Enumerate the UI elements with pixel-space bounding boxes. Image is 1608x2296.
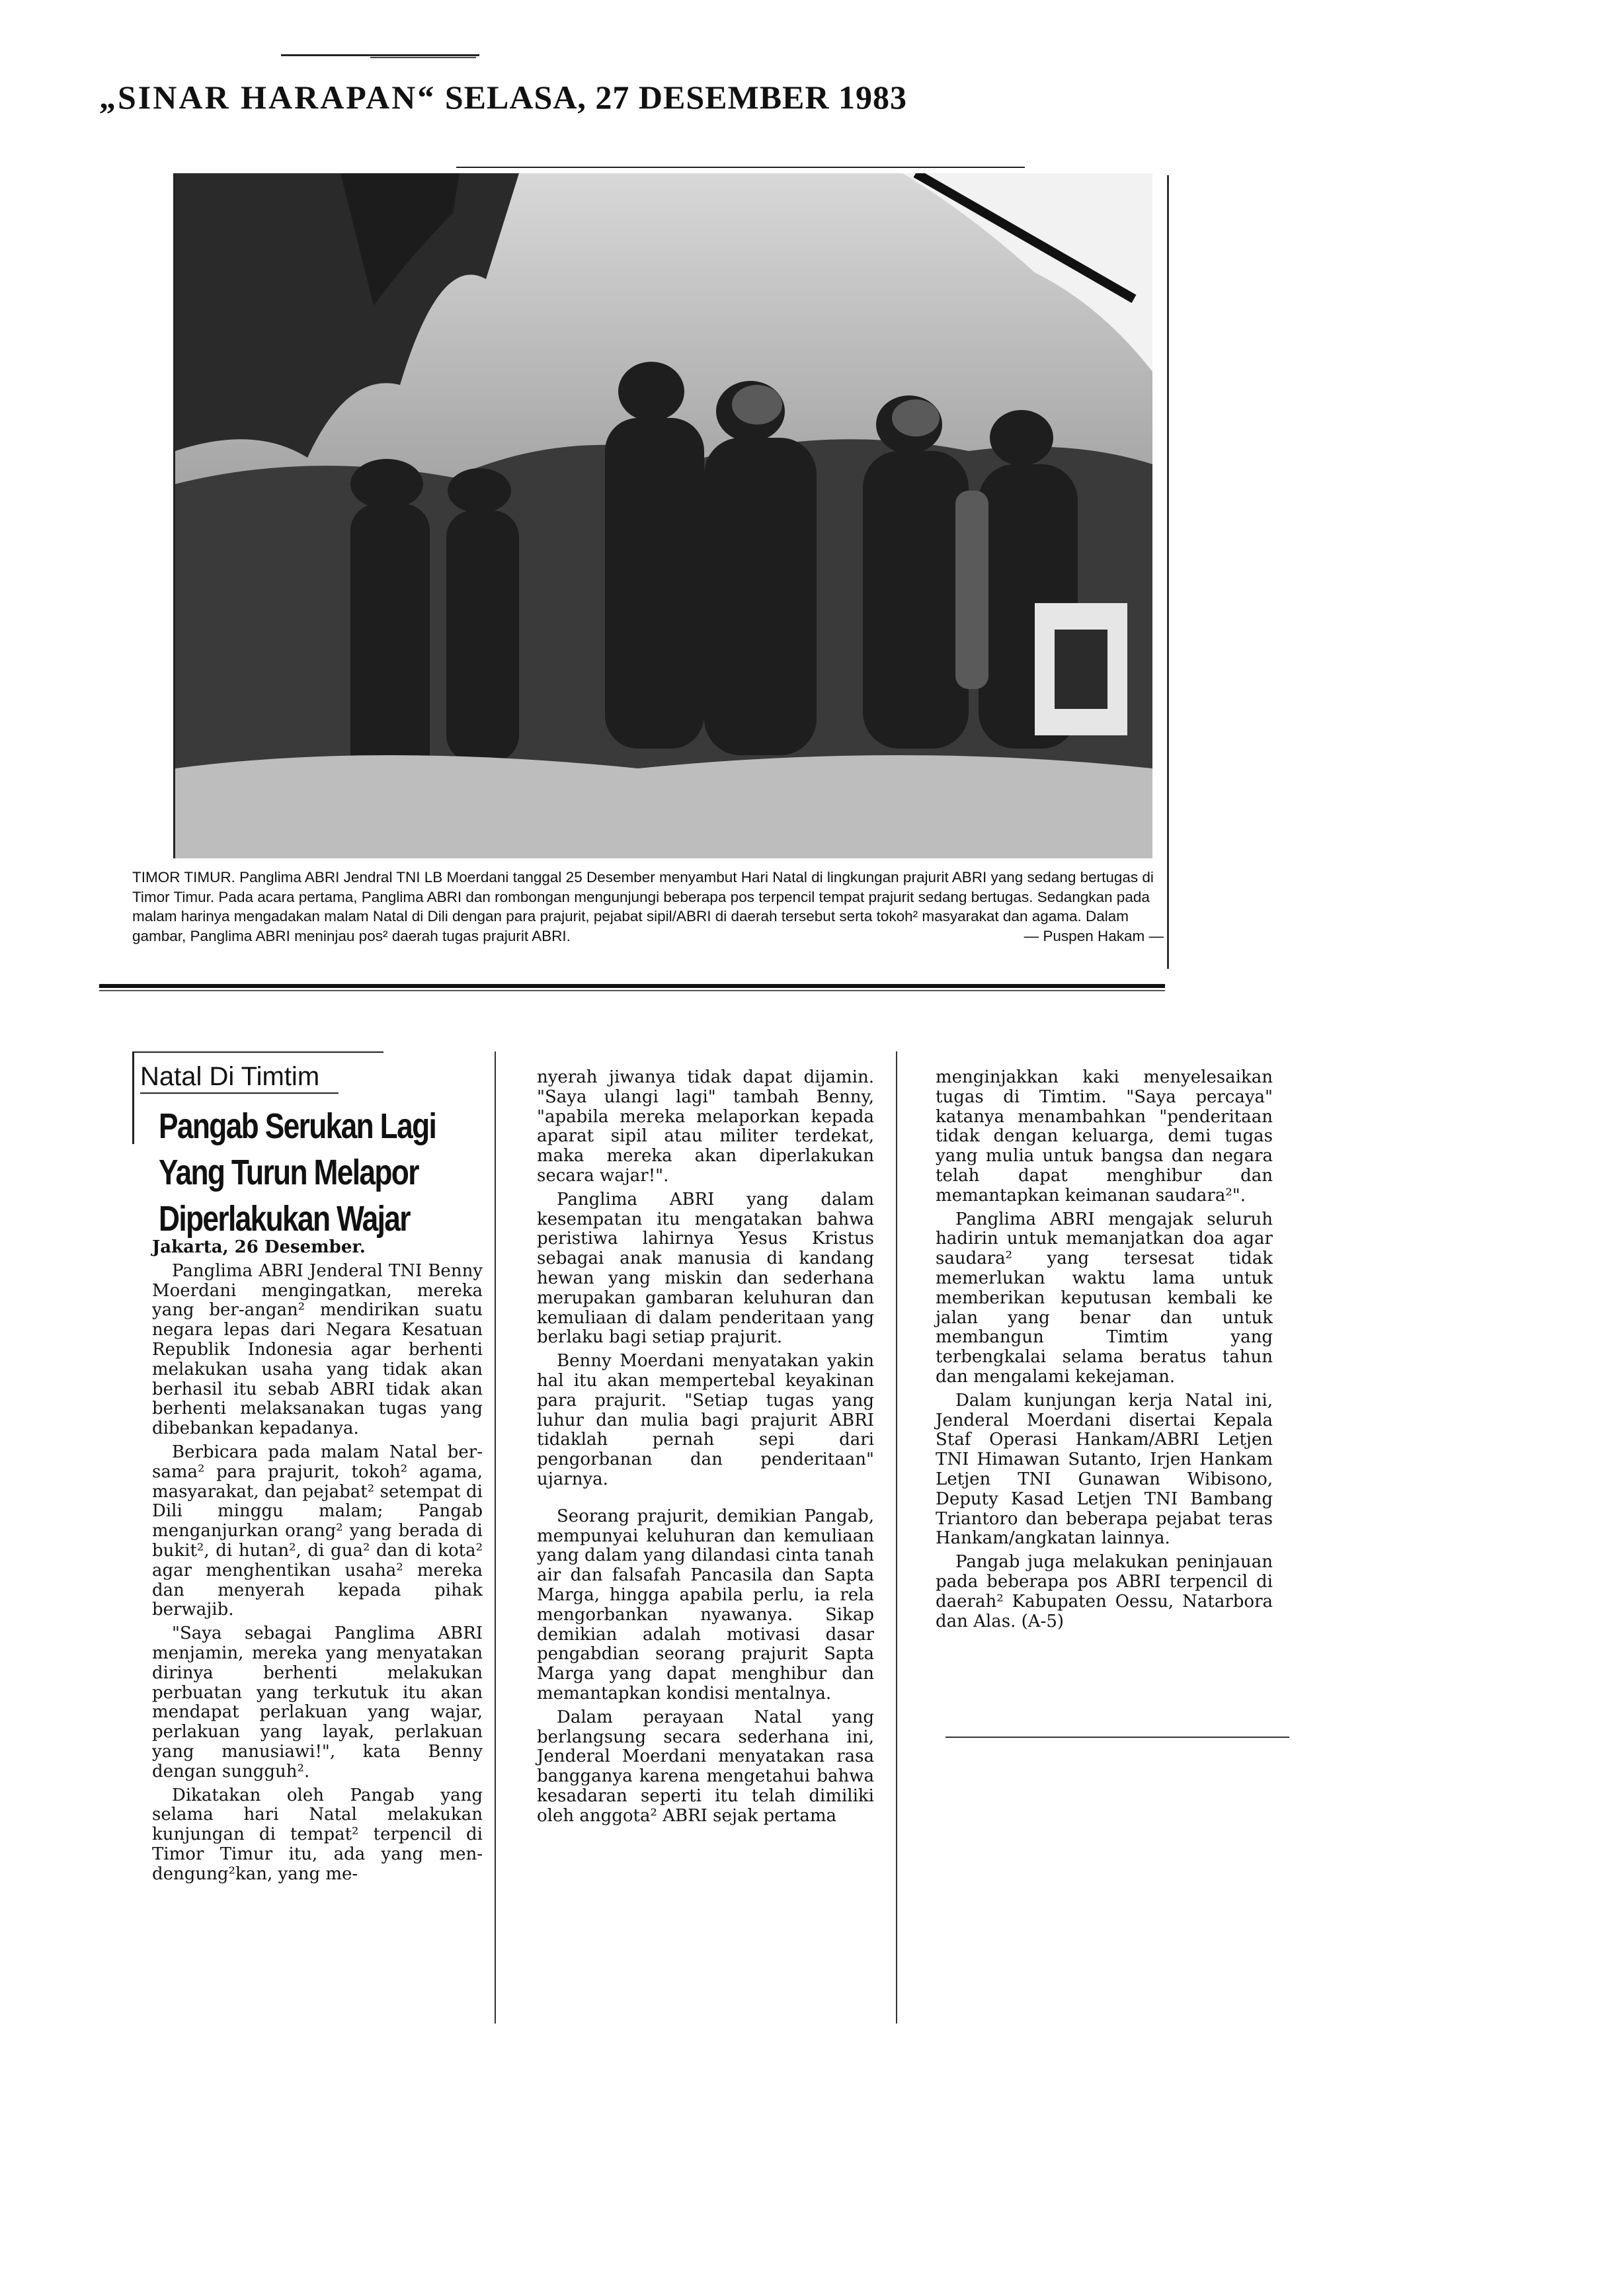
paragraph: Panglima ABRI mengajak seluruh hadirin untuk memanjatkan doa agar saudara² yang tersesat tidak memerlukan waktu lama untuk memberikan keputusan kembali ke jalan yang benar dan untuk membangun Timtim yang terbengkalai selama beratus tahun dan mengalami kekejaman. <box>936 1209 1273 1387</box>
paragraph: Panglima ABRI yang dalam kesempatan itu mengatakan bahwa peristiwa lahirnya Yesus Kristus sebagai anak manusia di kandang hewan yang miskin dan sederhana merupakan gambaran keluhuran dan kemuliaan di dalam penderitaan yang berlaku bagi setiap prajurit. <box>537 1189 874 1348</box>
article-column-1 <box>152 1238 483 1885</box>
photo-credit: — Puspen Hakam — <box>1024 927 1164 944</box>
dateline: Jakarta, 26 Desember. <box>152 1237 366 1257</box>
issue-date: SELASA, 27 DESEMBER 1983 <box>444 79 908 116</box>
caption-rule-secondary <box>99 990 1165 991</box>
article-headline <box>159 1103 436 1242</box>
caption-text: TIMOR TIMUR. Panglima ABRI Jendral TNI LB Moerdani tanggal 25 Desember menyambut Hari Natal di lingkungan prajurit ABRI yang sedang bertugas di Timor Timur. Pada acara pertama, Panglima ABRI dan rombongan mengunjungi beberapa pos terpencil tempat prajurit sedang bertugas. Sedangkan pada malam harinya mengadakan malam Natal di Dili dengan para prajurit, pejabat sipil/ABRI di daerah tersebut serta tokoh² masyarakat dan agama. Dalam gambar, Panglima ABRI meninjau pos² daerah tugas prajurit ABRI. <box>132 869 1154 944</box>
news-photo <box>173 173 1152 858</box>
headline-box-top <box>132 1051 383 1053</box>
caption-rule <box>99 984 1165 988</box>
paragraph: nyerah jiwanya tidak dapat dijamin. "Saya ulangi lagi" tambah Benny, "apabila mereka melaporkan kepada aparat sipil atau militer terdekat, maka mereka akan diperlakukan secara wajar!". <box>537 1067 874 1186</box>
headline-line-1: Pangab Serukan Lagi <box>159 1106 436 1146</box>
masthead-rule-secondary <box>370 57 476 58</box>
paragraph: Panglima ABRI Jenderal TNI Benny Moerdani mengingatkan, mereka yang ber-angan² mendirikan suatu negara lepas dari Negara Kesatuan Republik Indonesia agar berhenti melakukan usaha yang tidak akan berhasil itu sebab ABRI tidak akan berhenti melaksanakan tugas yang dibebankan kepadanya. <box>152 1260 483 1439</box>
photo-caption <box>132 868 1164 946</box>
masthead <box>99 78 992 138</box>
photo-right-rule <box>1167 175 1169 969</box>
paragraph: "Saya sebagai Panglima ABRI menjamin, mereka yang menyatakan dirinya berhenti melakukan perbuatan yang terkutuk itu akan mendapat perlakuan yang wajar, perlakuan yang layak, perlakuan yang manusiawi!", kata Benny dengan sungguh². <box>152 1623 483 1782</box>
paragraph: Seorang prajurit, demikian Pangab, mempunyai keluhuran dan kemuliaan yang dalam yang dilandasi cinta tanah air dan falsafah Pancasila dan Sapta Marga, hingga apabila perlu, ia rela mengorbankan nyawanya. Sikap demikian adalah motivasi dasar pengabdian seorang prajurit Sapta Marga yang dapat menghibur dan memantapkan kondisi mentalnya. <box>537 1506 874 1703</box>
paragraph: Dalam perayaan Natal yang berlangsung secara sederhana ini, Jenderal Moerdani menyatakan rasa bangganya karena mengetahui bahwa kesadaran seperti itu telah dimiliki oleh anggota² ABRI sejak pertama <box>537 1707 874 1826</box>
photo-top-rule <box>456 167 1025 168</box>
paragraph: Benny Moerdani menyatakan yakin hal itu akan mempertebal keyakinan para prajurit. "Setiap tugas yang luhur dan mulia bagi prajurit ABRI tidaklah pernah sepi dari pengorbanan dan penderitaan" ujarnya. <box>537 1351 874 1489</box>
photo-soldiers-icon <box>175 173 1152 858</box>
masthead-rule <box>281 54 479 56</box>
newspaper-name: „SINAR HARAPAN“ <box>99 79 436 116</box>
paragraph: Berbicara pada malam Natal ber-sama² para prajurit, tokoh² agama, masyarakat, dan pejabat² setempat di Dili minggu malam; Pangab menganjurkan orang² yang berada di bukit², di hutan², di gua² dan di kota² agar menghentikan usaha² mereka dan menyerah kepada pihak berwajib. <box>152 1442 483 1620</box>
paragraph: Dikatakan oleh Pangab yang selama hari Natal melakukan kunjungan di tempat² terpencil di Timor Timur itu, ada yang men-dengung²kan, yang me- <box>152 1785 483 1884</box>
article-kicker: Natal Di Timtim <box>140 1062 320 1091</box>
paragraph: menginjakkan kaki menyelesaikan tugas di Timtim. "Saya percaya" katanya menambahkan "penderitaan tidak dengan keluarga, demi tugas yang mulia untuk bangsa dan negara telah dapat menghibur dan memantapkan keimanan saudara²". <box>936 1067 1273 1206</box>
article-end-rule <box>945 1737 1289 1738</box>
paragraph: Dalam kunjungan kerja Natal ini, Jenderal Moerdani disertai Kepala Staf Operasi Hankam/ABRI Letjen TNI Himawan Sutanto, Irjen Hankam Letjen TNI Gunawan Wibisono, Deputy Kasad Letjen TNI Bambang Triantoro dan beberapa pejabat teras Hankam/angkatan lainnya. <box>936 1390 1273 1549</box>
headline-box-left <box>132 1051 134 1144</box>
column-divider-1 <box>495 1051 496 2024</box>
article-column-3 <box>936 1068 1273 1631</box>
paragraph: Pangab juga melakukan peninjauan pada beberapa pos ABRI terpencil di daerah² Kabupaten Oessu, Natarbora dan Alas. (A-5) <box>936 1552 1273 1631</box>
kicker-rule <box>140 1092 339 1094</box>
headline-line-3: Diperlakukan Wajar <box>159 1199 410 1239</box>
article-column-2 <box>537 1068 874 1826</box>
headline-line-2: Yang Turun Melapor <box>159 1153 419 1192</box>
column-divider-2 <box>896 1051 897 2024</box>
